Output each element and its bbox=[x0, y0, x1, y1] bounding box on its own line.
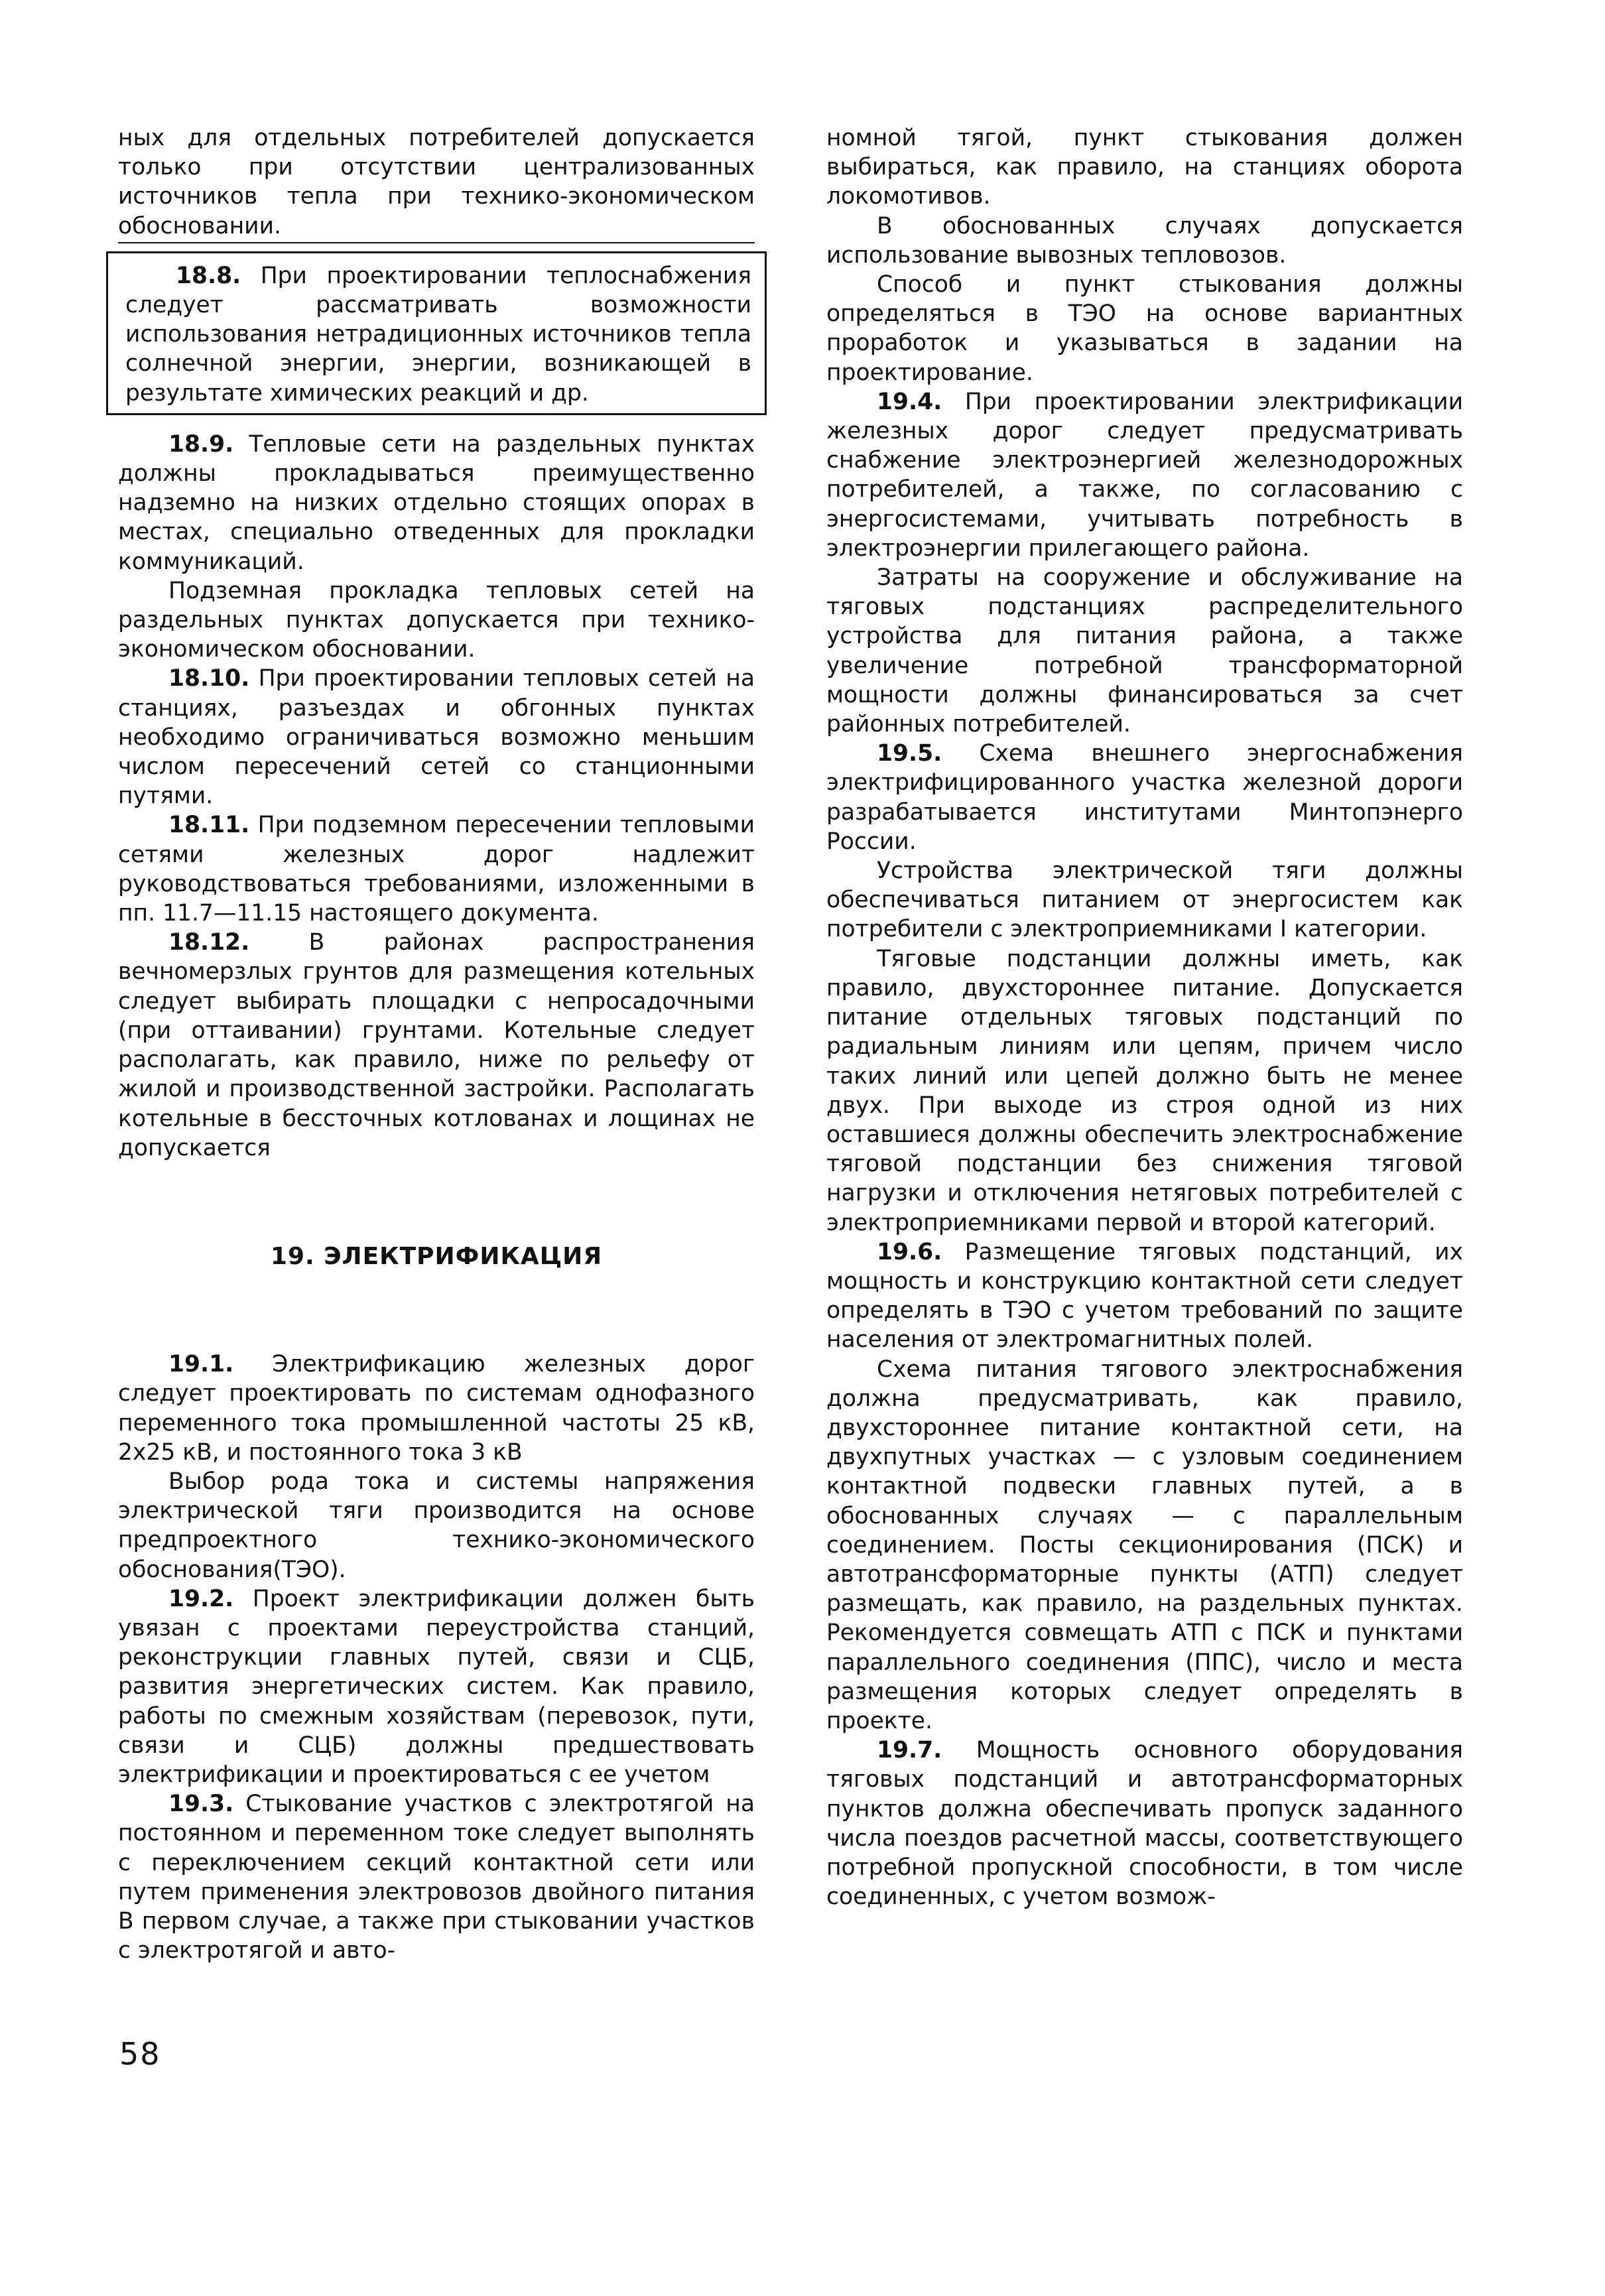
paragraph: Затраты на сооружение и обслуживание на тяговых подстанциях распределительного устройства для питания района, а также увеличение потребной трансформаторной мощности должны финансироваться за счет районных потребителей. bbox=[826, 564, 1463, 738]
clause-text: При проектировании тепловых сетей на станциях, разъездах и обгонных пунктах необходимо ограничиваться возможно меньшим числом пересечений сетей со станционными путями. bbox=[118, 665, 755, 810]
clause-text: Проект электрификации должен быть увязан с проектами переустройства станций, реконструкции главных путей, связи и СЦБ, развития энергетических систем. Как правило, работы по смежным хозяйствам (перевозок, пути, связи и СЦБ) должны предшествовать электрификации и проектироваться с ее учетом bbox=[118, 1585, 755, 1788]
clause-18-10 bbox=[118, 664, 755, 810]
clause-18-12 bbox=[118, 928, 755, 1163]
right-column bbox=[826, 123, 1463, 1911]
paragraph: Устройства электрической тяги должны обеспечиваться питанием от энергосистем как потребители с электроприемниками I категории. bbox=[826, 858, 1463, 943]
clause-19-7 bbox=[826, 1736, 1463, 1911]
clause-18-11 bbox=[118, 810, 755, 928]
clause-18-8 bbox=[125, 261, 751, 408]
section-title: 19. ЭЛЕКТРИФИКАЦИЯ bbox=[270, 1242, 603, 1270]
paragraph: В обоснованных случаях допускается использование вывозных тепловозов. bbox=[826, 212, 1463, 269]
clause-18-9 bbox=[118, 430, 755, 576]
clause-number: 18.8. bbox=[176, 262, 241, 289]
clause-number: 18.11. bbox=[168, 812, 250, 839]
clause-19-5 bbox=[826, 739, 1463, 856]
clause-19-4 bbox=[826, 387, 1463, 563]
clause-number: 19.7. bbox=[877, 1737, 942, 1764]
page-number: 58 bbox=[119, 2036, 161, 2072]
clause-text: Мощность основного оборудования тяговых подстанций и автотрансформаторных пунктов должна обеспечивать пропуск заданного числа поездов расчетной массы, соответствующего потребной пропускной способности, в том числе соединенных, с учетом возмож- bbox=[826, 1737, 1463, 1911]
clause-number: 19.3. bbox=[168, 1791, 234, 1818]
clause-number: 19.5. bbox=[877, 740, 942, 767]
divider-line bbox=[118, 242, 755, 243]
left-column bbox=[118, 123, 755, 1965]
clause-text: Электрификацию железных дорог следует проектировать по системам однофазного переменного тока промышленной частоты 25 кВ, 2х25 кВ, и постоянного тока 3 кВ bbox=[118, 1351, 755, 1466]
paragraph: Тяговые подстанции должны иметь, как правило, двухстороннее питание. Допускается питание отдельных тяговых подстанций по радиальным линиям или цепям, причем число таких линий или цепей должно быть не менее двух. При выходе из строя одной из них оставшиеся должны обеспечить электроснабжение тяговой подстанции без снижения тяговой нагрузки и отключения нетяговых потребителей с электроприемниками первой и второй категорий. bbox=[826, 945, 1463, 1236]
clause-number: 19.6. bbox=[877, 1238, 942, 1265]
paragraph-continuation: ных для отдельных потребителей допускается только при отсутствии централизованных источников тепла при технико-экономическом обосновании. bbox=[118, 125, 755, 239]
paragraph: Подземная прокладка тепловых сетей на раздельных пунктах допускается при технико-экономическом обосновании. bbox=[118, 577, 755, 663]
clause-19-6 bbox=[826, 1238, 1463, 1355]
clause-number: 19.4. bbox=[877, 388, 942, 415]
clause-text: При проектировании теплоснабжения следует рассматривать возможности использования нетрадиционных источников тепла солнечной энергии, энергии, возникающей в результате химических реакций и др. bbox=[125, 262, 751, 407]
clause-19-3 bbox=[118, 1789, 755, 1965]
clause-text: Схема внешнего энергоснабжения электрифицированного участка железной дороги разрабатывается институтами Минтопэнерго России. bbox=[826, 740, 1463, 855]
clause-text: Стыкование участков с электротягой на постоянном и переменном токе следует выполнять с переключением секций контактной сети или путем применения электровозов двойного питания В первом случае, а также при стыковании участков с электротягой и авто- bbox=[118, 1791, 755, 1964]
paragraph: Способ и пункт стыкования должны определяться в ТЭО на основе вариантных проработок и указываться в задании на проектирование. bbox=[826, 271, 1463, 386]
clause-number: 18.9. bbox=[168, 430, 234, 458]
clause-text: Тепловые сети на раздельных пунктах должны прокладываться преимущественно надземно на низких отдельно стоящих опорах в местах, специально отведенных для прокладки коммуникаций. bbox=[118, 430, 755, 575]
clause-number: 18.10. bbox=[168, 665, 250, 692]
clause-number: 18.12. bbox=[168, 929, 250, 956]
clause-text: Размещение тяговых подстанций, их мощность и конструкцию контактной сети следует определять в ТЭО с учетом требований по защите населения от электромагнитных полей. bbox=[826, 1238, 1463, 1354]
clause-text: В районах распространения вечномерзлых грунтов для размещения котельных следует выбирать площадки с непросадочными (при оттаивании) грунтами. Котельные следует располагать, как правило, ниже по рельефу от жилой и производственной застройки. Располагать котельные в бессточных котлованах и лощинах не допускается bbox=[118, 929, 755, 1161]
clause-number: 19.2. bbox=[168, 1585, 234, 1612]
boxed-clause-18-8 bbox=[106, 251, 767, 415]
clause-19-1 bbox=[118, 1350, 755, 1467]
clause-19-2 bbox=[118, 1584, 755, 1789]
clause-number: 19.1. bbox=[168, 1351, 234, 1378]
paragraph: Выбор рода тока и системы напряжения электрической тяги производится на основе предпроектного технико-экономического обоснования(ТЭО). bbox=[118, 1468, 755, 1583]
clause-text: При подземном пересечении тепловыми сетями железных дорог надлежит руководствоваться требованиями, изложенными в пп. 11.7—11.15 настоящего документа. bbox=[118, 812, 755, 927]
paragraph-continuation: номной тягой, пункт стыкования должен выбираться, как правило, на станциях оборота локомотивов. bbox=[826, 125, 1463, 210]
paragraph: Схема питания тягового электроснабжения должна предусматривать, как правило, двухстороннее питание контактной сети, на двухпутных участках — с узловым соединением контактной подвески главных путей, а в обоснованных случаях — с параллельным соединением. Посты секционирования (ПСК) и автотрансформаторные пункты (АТП) следует размещать, как правило, на раздельных пунктах. Рекомендуется совмещать АТП с ПСК и пунктами параллельного соединения (ППС), число и места размещения которых следует определять в проекте. bbox=[826, 1356, 1463, 1734]
clause-text: При проектировании электрификации железных дорог следует предусматривать снабжение электроэнергией железнодорожных потребителей, а также, по согласованию с энергосистемами, учитывать потребность в электроэнергии прилегающего района. bbox=[826, 388, 1463, 562]
